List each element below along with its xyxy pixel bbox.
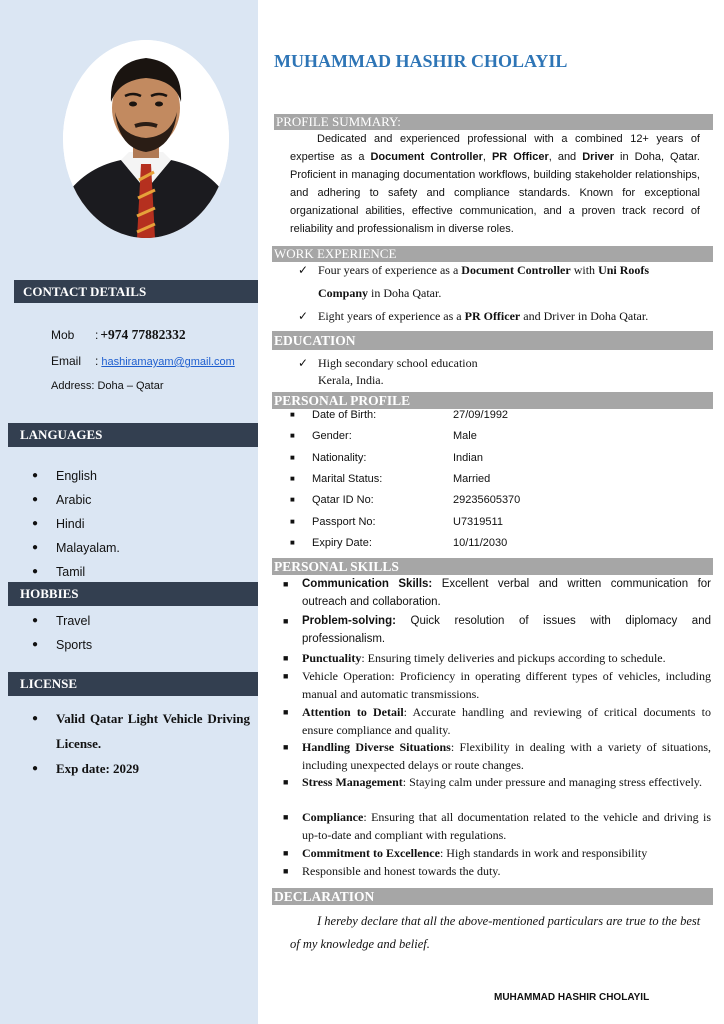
profile-row-label: Marital Status: (312, 473, 383, 485)
education-heading (272, 331, 713, 350)
contact-address: Address: Doha – Qatar (51, 380, 164, 392)
skill-title: Compliance (302, 810, 364, 824)
profile-row-label: Date of Birth: (312, 409, 377, 421)
profile-row-value: 10/11/2030 (453, 537, 508, 549)
license-item: ● Valid Qatar Light Vehicle Driving License. (32, 706, 250, 756)
bullet-icon: ■ (290, 517, 295, 526)
bullet-icon: ■ (283, 848, 289, 858)
bullet-icon: ■ (290, 410, 295, 419)
email-label: Email (51, 354, 82, 368)
summary-text-2: , (482, 151, 492, 163)
mobile-value: +974 77882332 (100, 327, 186, 342)
bullet-icon: ■ (290, 538, 295, 547)
hobbies-list (32, 609, 92, 657)
skill-title: Punctuality (302, 651, 362, 665)
email-separator: : (95, 354, 99, 368)
work-2-role: PR Officer (464, 309, 521, 323)
language-item: ● English (32, 464, 120, 488)
profile-row-value: Married (453, 473, 491, 485)
work-1-text-c: with (570, 263, 599, 277)
work-item-2 (298, 305, 698, 328)
skill-title: Handling Diverse Situations (302, 740, 451, 754)
personal-profile-heading-text: PERSONAL PROFILE (274, 392, 411, 408)
bullet-icon: ■ (283, 671, 289, 681)
personal-skills-heading (272, 558, 713, 575)
profile-summary-heading-text: PROFILE SUMMARY: (276, 114, 401, 129)
hobbies-heading-text: HOBBIES (20, 586, 79, 601)
profile-row-label: Gender: (312, 430, 352, 442)
summary-bold-1: Document Controller (370, 151, 483, 163)
languages-list (32, 464, 120, 584)
education-heading-text: EDUCATION (274, 332, 356, 348)
profile-row-value: U7319511 (453, 516, 503, 528)
work-item-1 (298, 259, 698, 307)
skill-text: Vehicle Operation: Proficiency in operating different types of vehicles, including manual and automatic transmissions. (302, 669, 711, 701)
profile-row-label: Nationality: (312, 452, 367, 464)
skill-title: Commitment to Excellence (302, 846, 440, 860)
language-item: ● Tamil (32, 560, 120, 584)
summary-text-4: in Doha, Qatar. Proficient in managing documentation workflows, building stakeholder relationships, and adhering to safety and compliance standards. Known for exceptional organizational abilities, effective communication, and a proven track record of reliability and professionalism in diverse roles. (290, 151, 700, 235)
declaration-text: I hereby declare that all the above-mentioned particulars are true to the best of my knowledge and belief. (290, 914, 701, 951)
skill-text: : Ensuring timely deliveries and pickups according to schedule. (361, 651, 666, 665)
hobby-item: ● Travel (32, 609, 92, 633)
skill-title: Attention to Detail (302, 705, 404, 719)
personal-profile-heading (272, 392, 713, 409)
footer-signature-name: MUHAMMAD HASHIR CHOLAYIL (494, 992, 650, 1003)
portrait-image (63, 40, 229, 238)
summary-text-1: Dedicated and experienced professional with a combined 12+ years of expertise as a (290, 133, 700, 163)
bullet-icon: ■ (283, 812, 289, 822)
profile-row-label: Passport No: (312, 516, 376, 528)
declaration-heading-text: DECLARATION (274, 888, 375, 904)
work-experience-heading-text: WORK EXPERIENCE (274, 246, 397, 261)
contact-details-heading-text: CONTACT DETAILS (23, 283, 147, 299)
personal-skills-heading-text: PERSONAL SKILLS (274, 558, 399, 574)
profile-row-label: Expiry Date: (312, 537, 372, 549)
bullet-icon: ■ (283, 707, 289, 717)
checkmark-icon: ✓ (298, 263, 309, 277)
work-1-text-a: Four years of experience as a (318, 263, 462, 277)
bullet-icon: ■ (283, 579, 289, 589)
education-line-1: High secondary school education (318, 356, 478, 370)
skill-text: : Flexibility in dealing with a variety of situations, including unexpected delays or route changes. (302, 740, 711, 772)
checkmark-icon: ✓ (298, 356, 309, 370)
work-1-company: Uni Roofs Company (318, 263, 650, 300)
work-1-role: Document Controller (461, 263, 571, 277)
mobile-separator: : (95, 328, 99, 342)
candidate-name: MUHAMMAD HASHIR CHOLAYIL (274, 51, 568, 71)
summary-bold-3: Driver (582, 151, 615, 163)
checkmark-icon: ✓ (298, 309, 309, 323)
license-heading (8, 672, 258, 696)
bullet-icon: ■ (283, 866, 289, 876)
bullet-icon: ■ (283, 777, 289, 787)
bullet-icon: ■ (290, 495, 295, 504)
work-2-text-a: Eight years of experience as a (318, 309, 465, 323)
profile-row-value: Male (453, 430, 477, 442)
profile-summary-text (290, 130, 700, 238)
skill-title: Stress Management (302, 775, 403, 789)
bullet-icon: ■ (290, 431, 295, 440)
profile-row-label: Qatar ID No: (312, 494, 374, 506)
languages-heading (8, 423, 258, 447)
language-item: ● Arabic (32, 488, 120, 512)
bullet-icon: ■ (283, 616, 289, 626)
profile-summary-heading (274, 114, 713, 130)
work-1-text-e: in Doha Qatar. (368, 286, 442, 300)
languages-heading-text: LANGUAGES (20, 427, 103, 442)
summary-bold-2: PR Officer (491, 151, 549, 163)
declaration-heading (272, 888, 713, 905)
mobile-label: Mob (51, 328, 75, 342)
license-heading-text: LICENSE (20, 676, 78, 691)
hobbies-heading (8, 582, 258, 606)
skill-text: Responsible and honest towards the duty. (302, 864, 501, 878)
profile-photo (63, 40, 229, 238)
education-line-2: Kerala, India. (318, 373, 384, 387)
work-2-text-c: and Driver in Doha Qatar. (520, 309, 649, 323)
bullet-icon: ■ (283, 742, 289, 752)
contact-email (51, 354, 235, 368)
bullet-icon: ■ (290, 474, 295, 483)
skill-text: : High standards in work and responsibility (439, 846, 648, 860)
hobby-item: ● Sports (32, 633, 92, 657)
profile-row-value: Indian (453, 452, 483, 464)
email-link[interactable]: hashiramayam@gmail.com (101, 356, 235, 368)
contact-details-heading (14, 280, 258, 303)
language-item: ● Hindi (32, 512, 120, 536)
summary-text-3: , and (548, 151, 583, 163)
skill-title: Communication Skills: (302, 578, 433, 590)
skill-text: : Accurate handling and reviewing of critical documents to ensure compliance and quality. (302, 705, 711, 737)
contact-mobile (51, 327, 186, 343)
skill-text: : Ensuring that all documentation related to the vehicle and driving is up-to-date and compliant with regulations. (302, 810, 711, 842)
language-item: ● Malayalam. (32, 536, 120, 560)
license-list (32, 706, 250, 781)
bullet-icon: ■ (290, 453, 295, 462)
license-item: ● Exp date: 2029 (32, 756, 250, 781)
skill-text: Quick resolution of issues with diplomacy and professionalism. (302, 615, 711, 645)
profile-row-value: 27/09/1992 (453, 409, 509, 421)
skill-text: Excellent verbal and written communication for outreach and collaboration. (302, 578, 711, 608)
skill-text: : Staying calm under pressure and managing stress effectively. (402, 775, 703, 789)
bullet-icon: ■ (283, 653, 289, 663)
skill-title: Problem-solving: (302, 615, 396, 627)
profile-row-value: 29235605370 (453, 494, 521, 506)
